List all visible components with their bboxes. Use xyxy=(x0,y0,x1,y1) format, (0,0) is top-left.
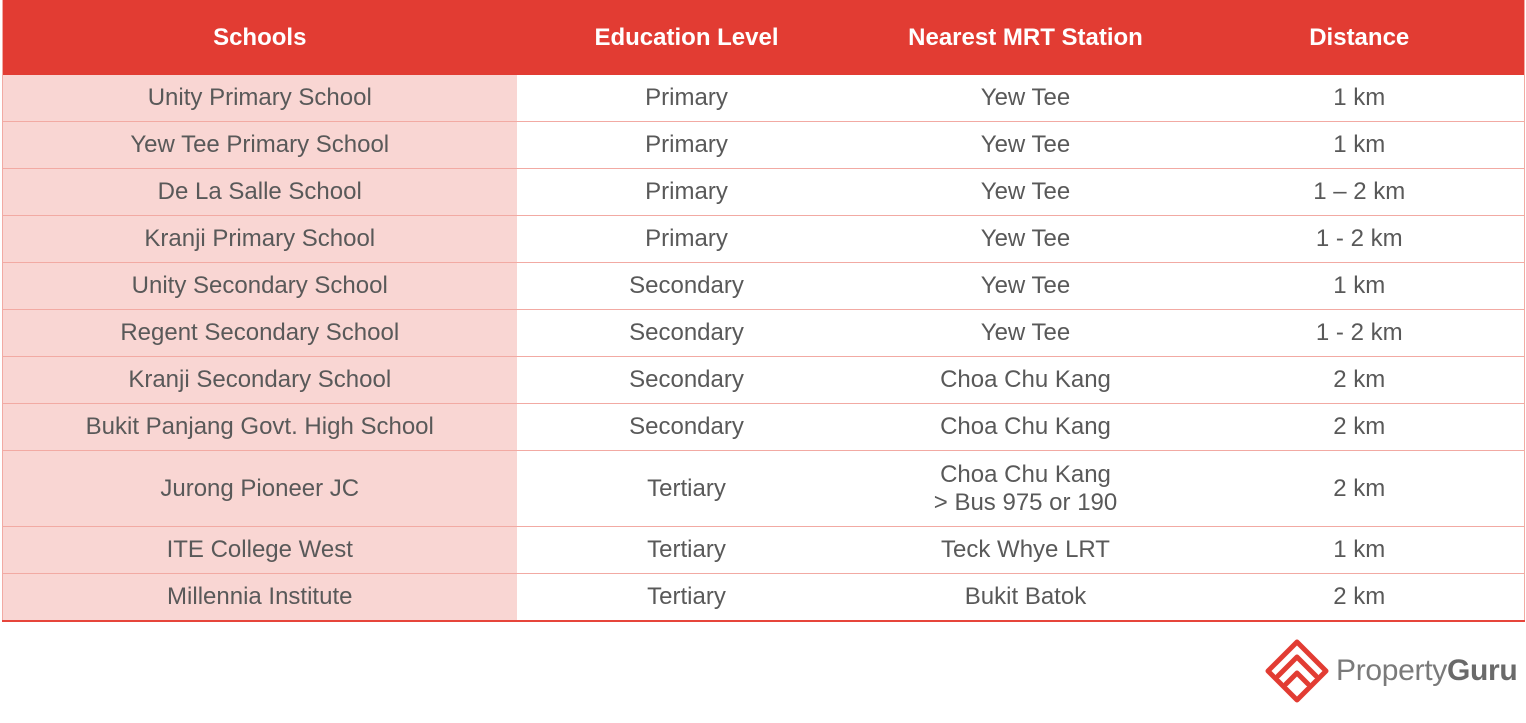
school-name: ITE College West xyxy=(3,527,517,574)
education-level: Tertiary xyxy=(517,451,857,527)
education-level: Primary xyxy=(517,216,857,263)
distance: 1 km xyxy=(1195,527,1525,574)
schools-table xyxy=(2,0,1525,622)
nearest-mrt: Teck Whye LRT xyxy=(857,527,1195,574)
distance: 2 km xyxy=(1195,357,1525,404)
nearest-mrt: Yew Tee xyxy=(857,169,1195,216)
table-row xyxy=(3,310,1525,357)
education-level: Primary xyxy=(517,75,857,122)
distance: 1 km xyxy=(1195,75,1525,122)
education-level: Tertiary xyxy=(517,527,857,574)
distance: 1 km xyxy=(1195,122,1525,169)
education-level: Secondary xyxy=(517,357,857,404)
header-distance: Distance xyxy=(1309,23,1410,51)
school-name: De La Salle School xyxy=(3,169,517,216)
table-row xyxy=(3,404,1525,451)
nearest-mrt xyxy=(857,451,1195,527)
brand-name-part1: Property xyxy=(1336,654,1447,687)
education-level: Secondary xyxy=(517,310,857,357)
nearest-mrt-line1: Choa Chu Kang xyxy=(940,460,1111,488)
nearest-mrt: Yew Tee xyxy=(857,122,1195,169)
table-header-row xyxy=(3,0,1525,75)
propertyguru-house-logo-icon xyxy=(1264,638,1330,704)
education-level: Tertiary xyxy=(517,574,857,622)
school-name: Bukit Panjang Govt. High School xyxy=(3,404,517,451)
header-schools: Schools xyxy=(213,23,307,51)
distance: 1 – 2 km xyxy=(1195,169,1525,216)
propertyguru-logo xyxy=(1264,637,1517,705)
nearest-mrt: Yew Tee xyxy=(857,310,1195,357)
school-name: Millennia Institute xyxy=(3,574,517,622)
nearest-mrt: Bukit Batok xyxy=(857,574,1195,622)
table-row xyxy=(3,216,1525,263)
header-education-level: Education Level xyxy=(594,23,779,51)
nearest-mrt: Choa Chu Kang xyxy=(857,404,1195,451)
table-row xyxy=(3,263,1525,310)
nearest-mrt-line2: > Bus 975 or 190 xyxy=(933,488,1118,516)
nearest-mrt: Choa Chu Kang xyxy=(857,357,1195,404)
distance: 1 - 2 km xyxy=(1195,310,1525,357)
table-row xyxy=(3,122,1525,169)
school-name: Unity Secondary School xyxy=(3,263,517,310)
distance: 2 km xyxy=(1195,574,1525,622)
school-name: Kranji Secondary School xyxy=(3,357,517,404)
school-name: Yew Tee Primary School xyxy=(3,122,517,169)
table-row xyxy=(3,357,1525,404)
nearest-mrt: Yew Tee xyxy=(857,216,1195,263)
propertyguru-wordmark xyxy=(1336,654,1517,688)
nearest-mrt: Yew Tee xyxy=(857,263,1195,310)
school-name: Regent Secondary School xyxy=(3,310,517,357)
table-row xyxy=(3,451,1525,527)
header-nearest-mrt: Nearest MRT Station xyxy=(908,23,1143,51)
table-row xyxy=(3,75,1525,122)
table-row xyxy=(3,169,1525,216)
education-level: Secondary xyxy=(517,263,857,310)
table-row xyxy=(3,527,1525,574)
nearest-mrt: Yew Tee xyxy=(857,75,1195,122)
education-level: Primary xyxy=(517,122,857,169)
schools-table-container xyxy=(2,0,1524,622)
education-level: Primary xyxy=(517,169,857,216)
distance: 1 - 2 km xyxy=(1195,216,1525,263)
school-name: Kranji Primary School xyxy=(3,216,517,263)
education-level: Secondary xyxy=(517,404,857,451)
distance: 2 km xyxy=(1195,404,1525,451)
distance: 1 km xyxy=(1195,263,1525,310)
brand-name-part2: Guru xyxy=(1446,654,1518,687)
table-row xyxy=(3,574,1525,622)
school-name: Unity Primary School xyxy=(3,75,517,122)
distance: 2 km xyxy=(1195,451,1525,527)
school-name: Jurong Pioneer JC xyxy=(3,451,517,527)
